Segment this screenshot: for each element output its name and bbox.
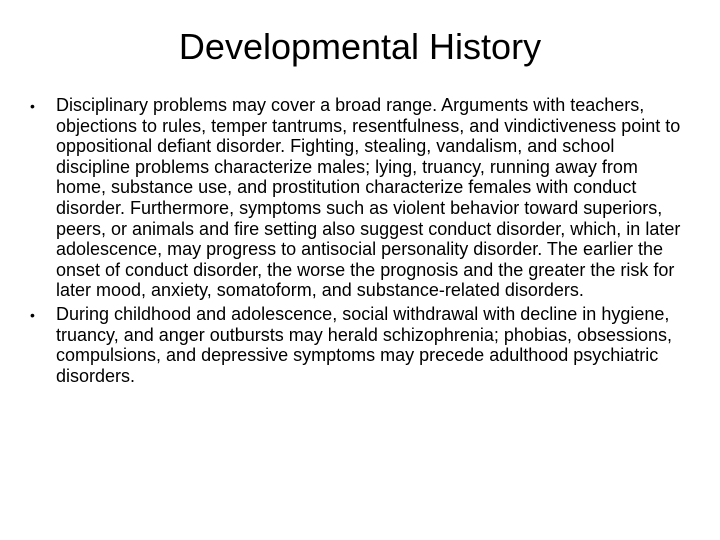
bullet-marker: • xyxy=(30,98,35,114)
bullet-text: Disciplinary problems may cover a broad range. Arguments with teachers, objections to rules, temper tantrums, resentfulness, and vindictiveness point to oppositional defiant disorder. Fighting, stealing, vandalism, and school discipline problems characterize males; lying, truancy, running away from home, substance use, and prostitution characterize females with conduct disorder. Furthermore, symptoms such as violent behavior toward superiors, peers, or animals and fire setting also suggest conduct disorder, which, in later adolescence, may progress to antisocial personality disorder. The earlier the onset of conduct disorder, the worse the prognosis and the greater the risk for later mood, anxiety, somatoform, and substance-related disorders. xyxy=(56,95,681,301)
bullet-list xyxy=(30,95,690,389)
bullet-item-childhood-adolescence xyxy=(30,304,690,386)
slide-title: Developmental History xyxy=(178,26,542,67)
bullet-text: During childhood and adolescence, social withdrawal with decline in hygiene, truancy, and anger outbursts may herald schizophrenia; phobias, obsessions, compulsions, and depressive symptoms may precede adulthood psychiatric disorders. xyxy=(56,303,673,386)
bullet-item-disciplinary-problems xyxy=(30,95,690,301)
bullet-marker: • xyxy=(30,306,35,323)
